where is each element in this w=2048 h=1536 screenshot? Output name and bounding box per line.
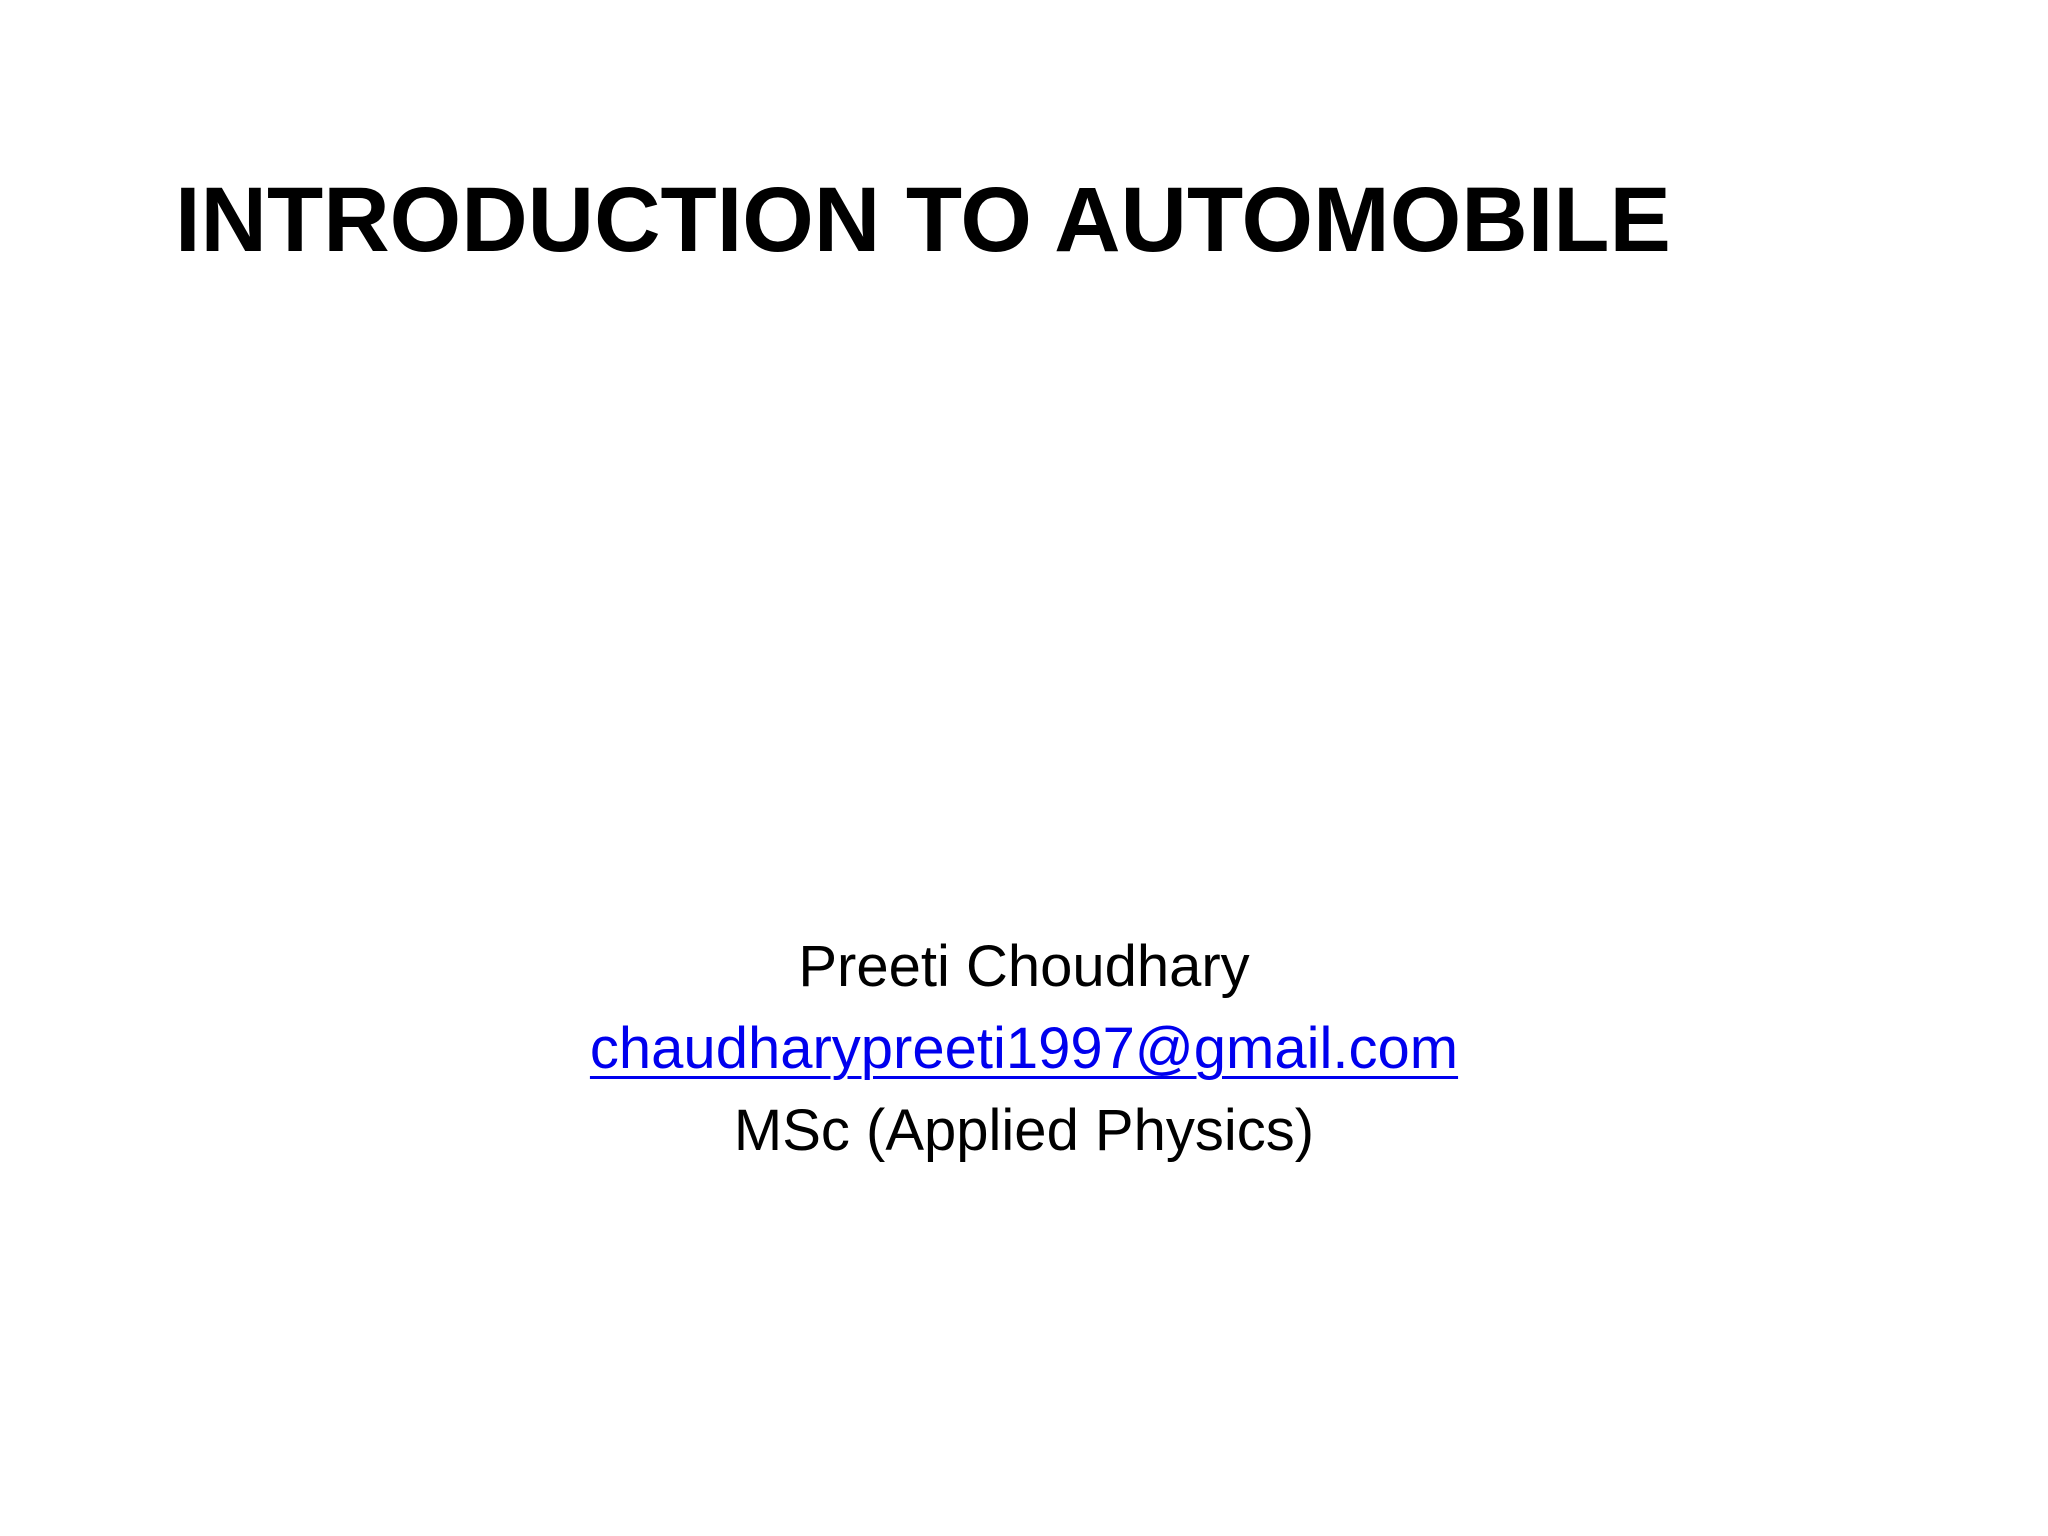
qualification: MSc (Applied Physics) bbox=[733, 1098, 1315, 1163]
email-link[interactable]: chaudharypreeti1997@gmail.com bbox=[589, 1016, 1459, 1081]
slide-title: INTRODUCTION TO AUTOMOBILE bbox=[175, 169, 1671, 271]
email-line bbox=[0, 1008, 2048, 1090]
subtitle-block bbox=[0, 926, 2048, 1172]
author-name: Preeti Choudhary bbox=[798, 934, 1250, 999]
